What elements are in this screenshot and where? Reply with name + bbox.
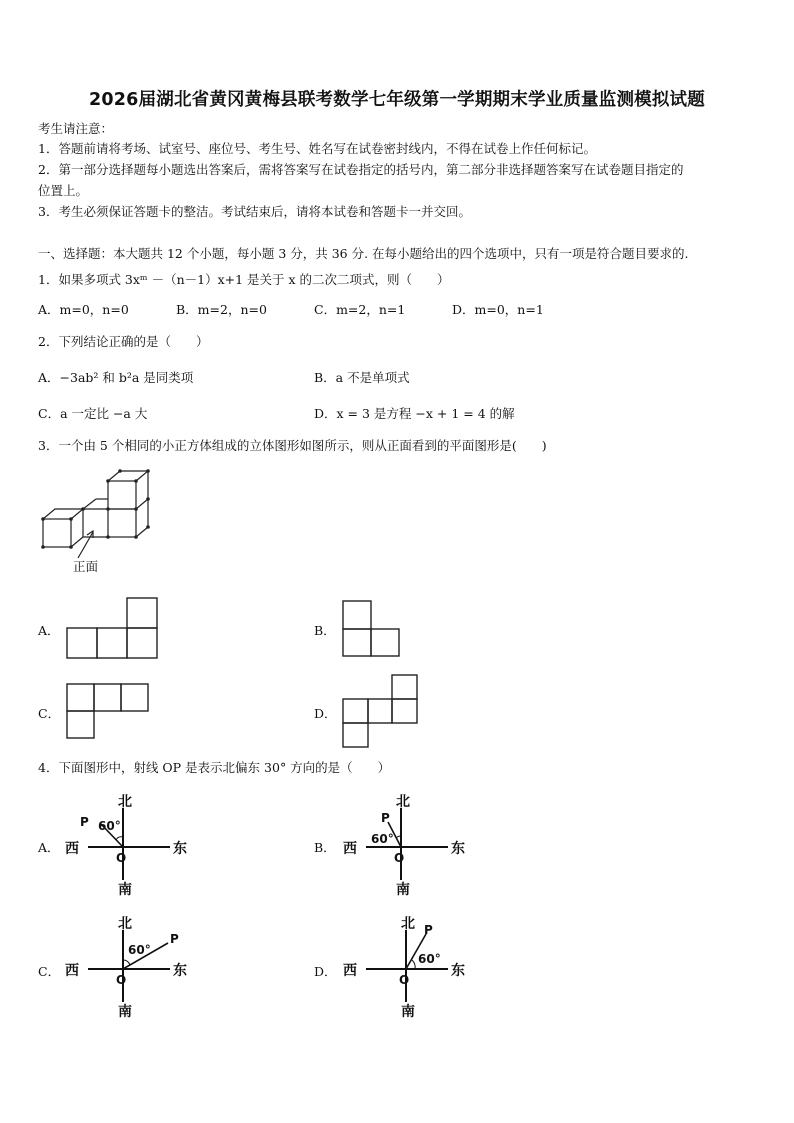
origin-label: O — [399, 973, 410, 987]
north-label: 北 — [118, 794, 132, 810]
q2-option-d: D．x = 3 是方程 −x + 1 = 4 的解 — [314, 406, 515, 421]
q4-option-b-compass — [338, 790, 478, 900]
q3-option-a-label: A． — [38, 623, 60, 638]
q3-option-b-figure — [340, 598, 404, 660]
north-label: 北 — [401, 916, 415, 932]
angle-label: 60° — [418, 952, 441, 966]
point-label: P — [170, 932, 179, 946]
origin-label: O — [116, 851, 127, 865]
front-label: 正面 — [73, 559, 99, 574]
q3-option-b-label: B． — [314, 623, 336, 638]
q4-option-a-label: A． — [38, 840, 60, 855]
q1-option-b: B．m=2，n=0 — [176, 302, 267, 317]
question-2-stem: 2．下列结论正确的是（ ） — [38, 334, 209, 349]
notice-heading: 考生请注意： — [38, 121, 114, 136]
notice-item-2: 2．第一部分选择题每小题选出答案后，需将答案写在试卷指定的括号内，第二部分非选择题答案写在试卷题目指定的 — [38, 162, 684, 177]
q2-option-b: B．a 不是单项式 — [314, 370, 410, 385]
south-label: 南 — [396, 882, 410, 898]
section-heading: 一、选择题：本大题共 12 个小题，每小题 3 分，共 36 分. 在每小题给出的四个选项中，只有一项是符合题目要求的. — [38, 246, 689, 261]
west-label: 西 — [65, 963, 79, 979]
north-label: 北 — [396, 794, 410, 810]
point-label: P — [80, 815, 89, 829]
question-3-stem: 3．一个由 5 个相同的小正方体组成的立体图形如图所示，则从正面看到的平面图形是( ) — [38, 438, 547, 453]
west-label: 西 — [343, 963, 357, 979]
q3-option-c-label: C． — [38, 706, 61, 721]
point-label: P — [424, 923, 433, 937]
q4-option-a-compass — [60, 790, 200, 900]
origin-label: O — [116, 973, 127, 987]
east-label: 东 — [451, 841, 465, 857]
north-label: 北 — [118, 916, 132, 932]
page-title: 2026届湖北省黄冈黄梅县联考数学七年级第一学期期末学业质量监测模拟试题 — [89, 90, 705, 110]
q4-option-d-compass — [338, 912, 478, 1024]
east-label: 东 — [173, 841, 187, 857]
q4-option-c-label: C． — [38, 964, 61, 979]
point-label: P — [381, 811, 390, 825]
angle-label: 60° — [98, 819, 121, 833]
q4-option-b-label: B． — [314, 840, 336, 855]
question-1-stem: 1．如果多项式 3xᵐ －（n－1）x+1 是关于 x 的二次二项式，则（ ） — [38, 272, 450, 287]
q1-option-d: D．m=0，n=1 — [452, 302, 544, 317]
question-4-stem: 4．下面图形中，射线 OP 是表示北偏东 30° 方向的是（ ） — [38, 760, 391, 775]
east-label: 东 — [173, 963, 187, 979]
notice-item-1: 1．答题前请将考场、试室号、座位号、考生号、姓名写在试卷密封线内，不得在试卷上作任何标记。 — [38, 141, 596, 156]
q2-option-a: A．−3ab² 和 b²a 是同类项 — [38, 370, 194, 385]
q3-option-d-label: D． — [314, 706, 337, 721]
west-label: 西 — [65, 841, 79, 857]
angle-label: 60° — [128, 943, 151, 957]
west-label: 西 — [343, 841, 357, 857]
notice-item-3: 3．考生必须保证答题卡的整洁。考试结束后，请将本试卷和答题卡一并交回。 — [38, 204, 471, 219]
q1-option-a: A．m=0，n=0 — [38, 302, 129, 317]
south-label: 南 — [118, 1004, 132, 1020]
q3-option-c-figure — [64, 681, 152, 741]
q3-option-a-figure — [64, 596, 160, 660]
q4-option-d-label: D． — [314, 964, 337, 979]
q3-option-d-figure — [340, 672, 424, 750]
q2-option-c: C．a 一定比 −a 大 — [38, 406, 148, 421]
angle-label: 60° — [371, 832, 394, 846]
origin-label: O — [394, 851, 405, 865]
notice-item-2-cont: 位置上。 — [38, 183, 89, 198]
south-label: 南 — [401, 1004, 415, 1020]
south-label: 南 — [118, 882, 132, 898]
east-label: 东 — [451, 963, 465, 979]
q4-option-c-compass — [60, 912, 200, 1024]
q1-option-c: C．m=2，n=1 — [314, 302, 406, 317]
